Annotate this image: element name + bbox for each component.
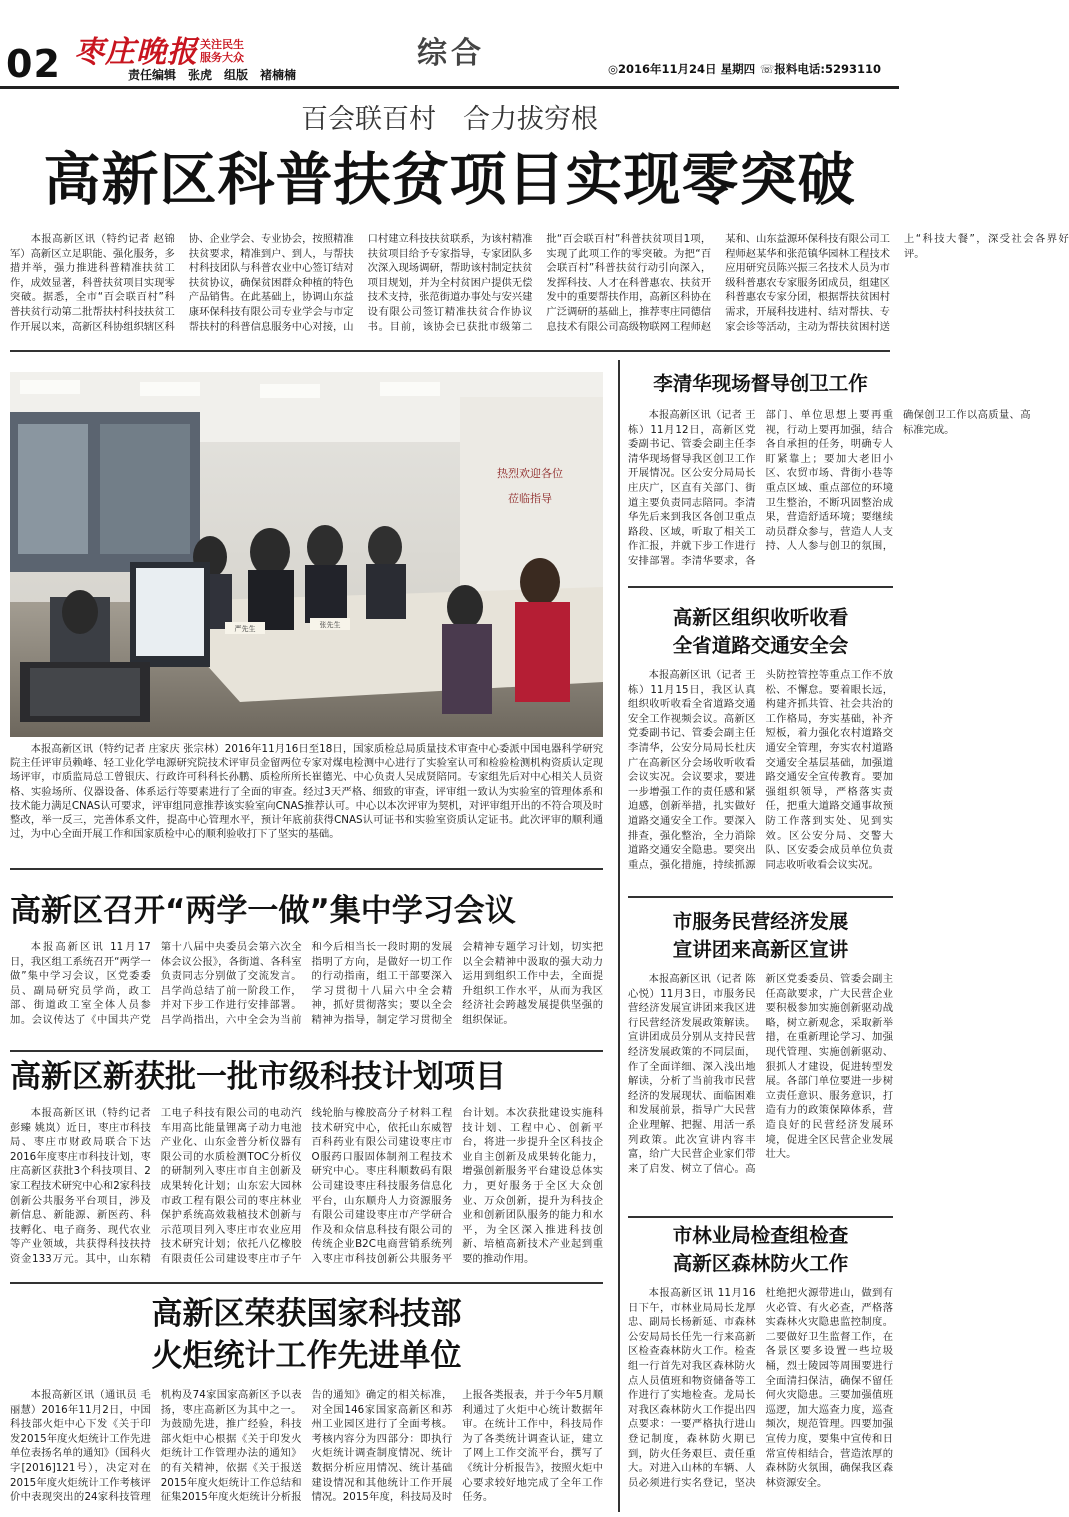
nameplate-2: 张先生 [319,621,341,629]
newspaper-logo: 枣庄晚报 [74,35,198,70]
slogan-line-1: 关注民生 [200,38,244,51]
story3-text: 本报高新区讯（特约记者 彭臻 姚岚）近日，枣庄市科技局、枣庄市财政局联合下达2016年度枣庄市科技计划，枣庄高新区获批3个科技项目、2家工程技术研究中心和2家科技创新公共服务平台项目，涉及新信息、新能源、新医药、科技孵化、电子商务、现代农业等产业领域，共获得科技扶持资金133万元。其中，山东精工电子科技有限公司的电动汽车用高比能量锂离子动力电池产业化、山东金普分析仪器有限公司的水质检测TOC分析仪的研制列入枣庄市自主创新及成果转化计划；山东宏大园林市政工程有限公司的枣庄林业保护系统高效栽植技术创新与示范项目列入枣庄市农业应用技术研究计划；依托八亿橡胶有限责任公司建设枣庄市子午线轮胎与橡胶高分子材料工程技术研究中心，依托山东威智百科药业有限公司建设枣庄市O服药口服固体制剂工程技术研究中心。枣庄科顺数码有限公司建设枣庄科技服务信息化平台，山东顺舟人力资源服务有限公司建设枣庄市产学研合作及和众信息科技有限公司的传统企业B2C电商营销系统列入枣庄市科技创新公共服务平台计划。本次获批建设实施科技计划、工程中心、创新平台，将进一步提升全区科技企业自主创新及成果转化能力，增强创新服务平台建设总体实力，更好服务于全区大众创业、万众创新，提升为科技企业和创新团队服务的能力和水平，为全区深入推进科技创新、培植高新技术产业起到重要的推动作用。 [10,1107,603,1265]
slogan [200,38,244,64]
side2-headline-line-2: 全省道路交通安全会 [672,634,849,657]
story4-headline-line-2: 火炬统计工作先进单位 [151,1338,462,1374]
side1-headline: 李清华现场督导创卫工作 [653,372,868,395]
story2-text: 本报高新区讯 11月17日，我区组工系统召开“两学一做”集中学习会议，区党委委员、副局研究员学尚，政工部、街道政工室全体人员参加。会议传达了《中国共产党第十八届中央委员会第六次全体会议公报》，各街道、各科室负责同志分别做了交流发言。吕学尚总结了前一阶段工作，并对下步工作进行安排部署。吕学尚指出，六中全会为当前和今后相当长一段时期的发展指明了方向，是做好一切工作的行动指南，组工干部要深入学习贯彻十八届六中全会精神，抓好贯彻落实；要以全会精神为指导，制定学习贯彻全会精神专题学习计划，切实把以全会精神中汲取的强大动力运用到组织工作中去，全面提升组织工作水平，从而为我区经济社会跨越发展提供坚强的组织保证。 [10,941,603,1026]
photo-banner-line-1: 热烈欢迎各位 [497,467,563,480]
slogan-line-2: 服务大众 [200,51,244,64]
right-column-rule [618,360,620,1512]
side2-text: 本报高新区讯（记者 王栋）11月15日，我区认真组织收听收看全省道路交通安全工作视频会议。高新区党委副书记、管委会副主任李清华，公安分局局长杜庆广在高新区分会场收听收看会议实况。会议要求，要进一步增强工作的责任感和紧迫感，创新举措，扎实做好道路交通安全工作。要深入排查，强化整治，全力消除道路交通安全隐患。要突出重点，强化措施，持续抓源头防控管控等重点工作不放松、不懈怠。要着眼长远，构建齐抓共管、社会共治的工作格局，夯实基础，补齐短板，着力强化农村道路交通安全管理，夯实农村道路交通安全基层基础，加强道路交通安全宣传教育。要加强组织领导，严格落实责任，把重大道路交通事故预防工作落到实处、见到实效。区公安分局、交警大队、区安委会成员单位负责同志收听收看会议实况。 [628,669,893,871]
photo-banner-line-2: 莅临指导 [508,492,552,505]
side2-headline [628,604,893,660]
side3-headline [628,908,893,964]
divider-top [10,350,890,352]
photo-story-text: 本报高新区讯（特约记者 庄家庆 张宗林）2016年11月16日至18日，国家质检总局质量技术审查中心委派中国电器科学研究院主任评审员赖峰、轻工业化学电源研究院技术评审员金留两位专家对煤电检测中心进行了实验室认可和检验检测机构资质认定现场评审，市质监局总工曾银庆、行政许可科科长孙鹏、质检所所长崔德光、中心负责人吴成贤陪同。专家组先后对中心相关人员资格、实验场所、仪器设备、体系运行等要素进行了全面的审查。经过3天严格、细致的审查，评审组一致认为实验室的管理体系和技术能力满足CNAS认可要求，评审组同意推荐该实验室向CNAS推荐认可。中心以本次评审为契机，对评审组开出的不符合项及时整改，举一反三，完善体系文件，提高中心管理水平，预计年底前获得CNAS认可证书和实验室资质认定证书。此次评审的顺利通过，为中心全面开展工作和国家质检中心的顺利验收打下了坚实的基础。 [10,743,603,841]
story4-headline-line-1: 高新区荣获国家科技部 [151,1296,462,1332]
page-number: 02 [6,42,61,86]
divider-side2 [628,896,893,898]
side2-body [628,668,893,890]
masthead-rule [0,86,899,89]
hotline-text: 报料电话:5293110 [774,62,882,76]
photo-story-body [10,742,603,852]
issue-date [608,61,755,77]
story4-body [10,1388,603,1512]
divider-story3 [10,1282,603,1284]
side3-body [628,972,893,1212]
news-hotline [760,61,881,77]
story2-body [10,940,603,1046]
side4-headline-line-2: 高新区森林防火工作 [672,1252,849,1275]
side4-body [628,1286,893,1512]
phone-icon: ☏ [760,62,775,76]
divider-story2 [10,1050,603,1052]
side1-body [628,408,1031,578]
section-title: 综合 [417,36,485,71]
story4-text: 本报高新区讯（通讯员 毛丽慧）2016年11月2日，中国科技部火炬中心下发《关于印发2015年度火炬统计工作先进单位表扬名单的通知》（国科火字[2016]121号），决定对在2015年度火炬统计工作考核评价中表现突出的24家科技管理机构及74家国家高新区予以表扬，枣庄高新区为其中之一。为鼓励先进，推广经验，科技部火炬中心根据《关于印发火炬统计工作管理办法的通知》的有关精神，依据《关于报送2015年度火炬统计工作总结和征集2015年度火炬统计分析报告的通知》确定的相关标准，对全国146家国家高新区和苏州工业园区进行了全面考核。考核内容分为四部分：即执行火炬统计调查制度情况、统计数据分析应用情况、统计基础建设情况和其他统计工作开展情况。2015年度，科技局及时上报各类报表，并于今年5月顺利通过了火炬中心统计数据年审。在统计工作中，科技局作为了各类统计调查认证，建立了网上工作交流平台，撰写了《统计分析报告》，按照火炬中心要求较好地完成了全年工作任务。 [10,1389,603,1504]
meeting-photo-svg [10,372,603,737]
editor-credits: 责任编辑 张虎 组版 褚楠楠 [128,68,297,82]
side4-headline [628,1222,893,1278]
side3-text: 本报高新区讯（记者 陈心悦）11月3日，市服务民营经济发展宣讲团来我区进行民营经济发展政策解读。宣讲团成员分别从支持民营经济发展政策的不同层面，作了全面详细、深入浅出地解读，分析了当前我市民营经济的发展现状、面临困难和发展前景，指导广大民营企业理解、把握、用活一系列政策。此次宣讲内容丰富，给广大民营企业家们带来了启发、树立了信心。高新区党委委员、管委会副主任高歆要求，广大民营企业要积极参加实施创新驱动战略，树立新观念，采取新举措，在重新理论学习、加强现代管理、实施创新驱动、狠抓人才建设，促进转型发展。各部门单位要进一步树立责任意识、服务意识，打造有力的政策保障体系，营造良好的民营经济发展环境，促进全区民营企业发展壮大。 [628,973,893,1175]
side3-headline-line-2: 宣讲团来高新区宣讲 [672,938,849,961]
top-story-body [10,232,1069,338]
side4-headline-line-1: 市林业局检查组检查 [672,1224,849,1247]
story3-body [10,1106,603,1274]
top-story-headline: 高新区科普扶贫项目实现零突破 [43,147,856,213]
divider-side1 [628,586,893,588]
side3-headline-line-1: 市服务民营经济发展 [672,910,849,933]
story2-headline: 高新区召开“两学一做”集中学习会议 [10,893,516,929]
side4-text: 本报高新区讯 11月16日下午，市林业局局长龙厚忠、副局长杨新延、市森林公安局局长任先一行来高新区检查森林防火工作。检查组一行首先对我区森林防火点人员值班和物资储备等工作进行了实地检查。龙局长对我区森林防火工作提出四点要求：一要严格执行进山登记制度，森林防火期已到，防火任务艰巨、责任重大。对进入山林的车辆、人员必须进行实名登记，坚决杜绝把火源带进山，做到有火必管、有火必查，严格落实森林火灾隐患监控制度。二要做好卫生监督工作，在各景区要多设置一些垃圾桶，烈士陵园等周围要进行全面清扫保洁，确保不留任何火灾隐患。三要加强值班巡逻，加大巡查力度，巡查频次，规范管理。四要加强宣传力度，要集中宣传和日常宣传相结合，营造浓厚的森林防火氛围，确保我区森林资源安全。 [628,1287,893,1489]
nameplate-1: 严先生 [234,625,256,633]
story3-headline: 高新区新获批一批市级科技计划项目 [10,1059,506,1095]
top-story-text: 本报高新区讯（特约记者 赵锦军）高新区立足职能、强化服务，多措并举，强力推进科普精准扶贫工作，成效显著，科普扶贫项目实现零突破。据悉，全市“百会联百村”科普扶贫行动第二批帮扶村科技扶贫工作开展以来，高新区科协组织辖区科协、企业学会、专业协会，按照精准扶贫要求，精准到户、到人，与帮扶村科技团队与科普农业中心签订结对扶贫协议，确保贫困群众种植的特色产品销售。在此基础上，协调山东益康环保科技有限公司专业学会与市定帮扶村的科普信息服务中心对接，山口村建立科技扶贫联系，为该村精准扶贫项目给予专家指导，专家团队多次深入现场调研，帮助该村制定扶贫项目规划，并为全村贫困户提供无偿技术支持，张范街道办事处与安兴建设有限公司签订精准扶贫合作协议书。目前，该协会已获批市级第二批“百会联百村”科普扶贫项目1项，实现了此项工作的零突破。为把“百会联百村”科普扶贫行动引向深入，发挥科技、人才在科普惠农、扶贫开发中的重要帮扶作用，高新区科协在广泛调研的基础上，推荐枣庄同德信息技术有限公司高级物联网工程师赵某和、山东益源环保科技有限公司工程师赵某华和张范镇华园林工程技术应用研究员陈兴振三名技术人员为市级科普惠农专家服务团成员，组建区科普惠农专家分团，根据帮扶贫困村需求，开展科技进村、结对帮扶、专家会诊等活动，主动为帮扶贫困村送上“科技大餐”，深受社会各界好评。 [10,233,1069,333]
divider-photo [10,868,603,870]
top-story-kicker: 百会联百村 合力拔穷根 [301,104,598,135]
date-text: 2016年11月24日 星期四 [618,62,756,76]
meeting-photo [10,372,603,737]
side1-text: 本报高新区讯（记者 王栋）11月12日，高新区党委副书记、管委会副主任李清华现场督导我区创卫工作开展情况。区公安分局局长庄庆广，区直有关部门、街道主要负责同志陪同。李清华先后来到我区各创卫重点路段、区域，听取了相关工作汇报，并就下步工作进行安排部署。李清华要求，各部门、单位思想上要再重视，行动上要再加强，结合各自承担的任务，明确专人盯紧靠上；要加大老旧小区、农贸市场、背街小巷等重点区域、重点部位的环境卫生整治，不断巩固整治成果，营造舒适环境；要继续动员群众参与，营造人人支持、人人参与创卫的氛围，确保创卫工作以高质量、高标准完成。 [628,409,1031,567]
divider-side3 [628,1216,893,1218]
side2-headline-line-1: 高新区组织收听收看 [672,606,849,629]
story4-headline [10,1293,603,1377]
clock-icon: ◎ [608,62,619,76]
